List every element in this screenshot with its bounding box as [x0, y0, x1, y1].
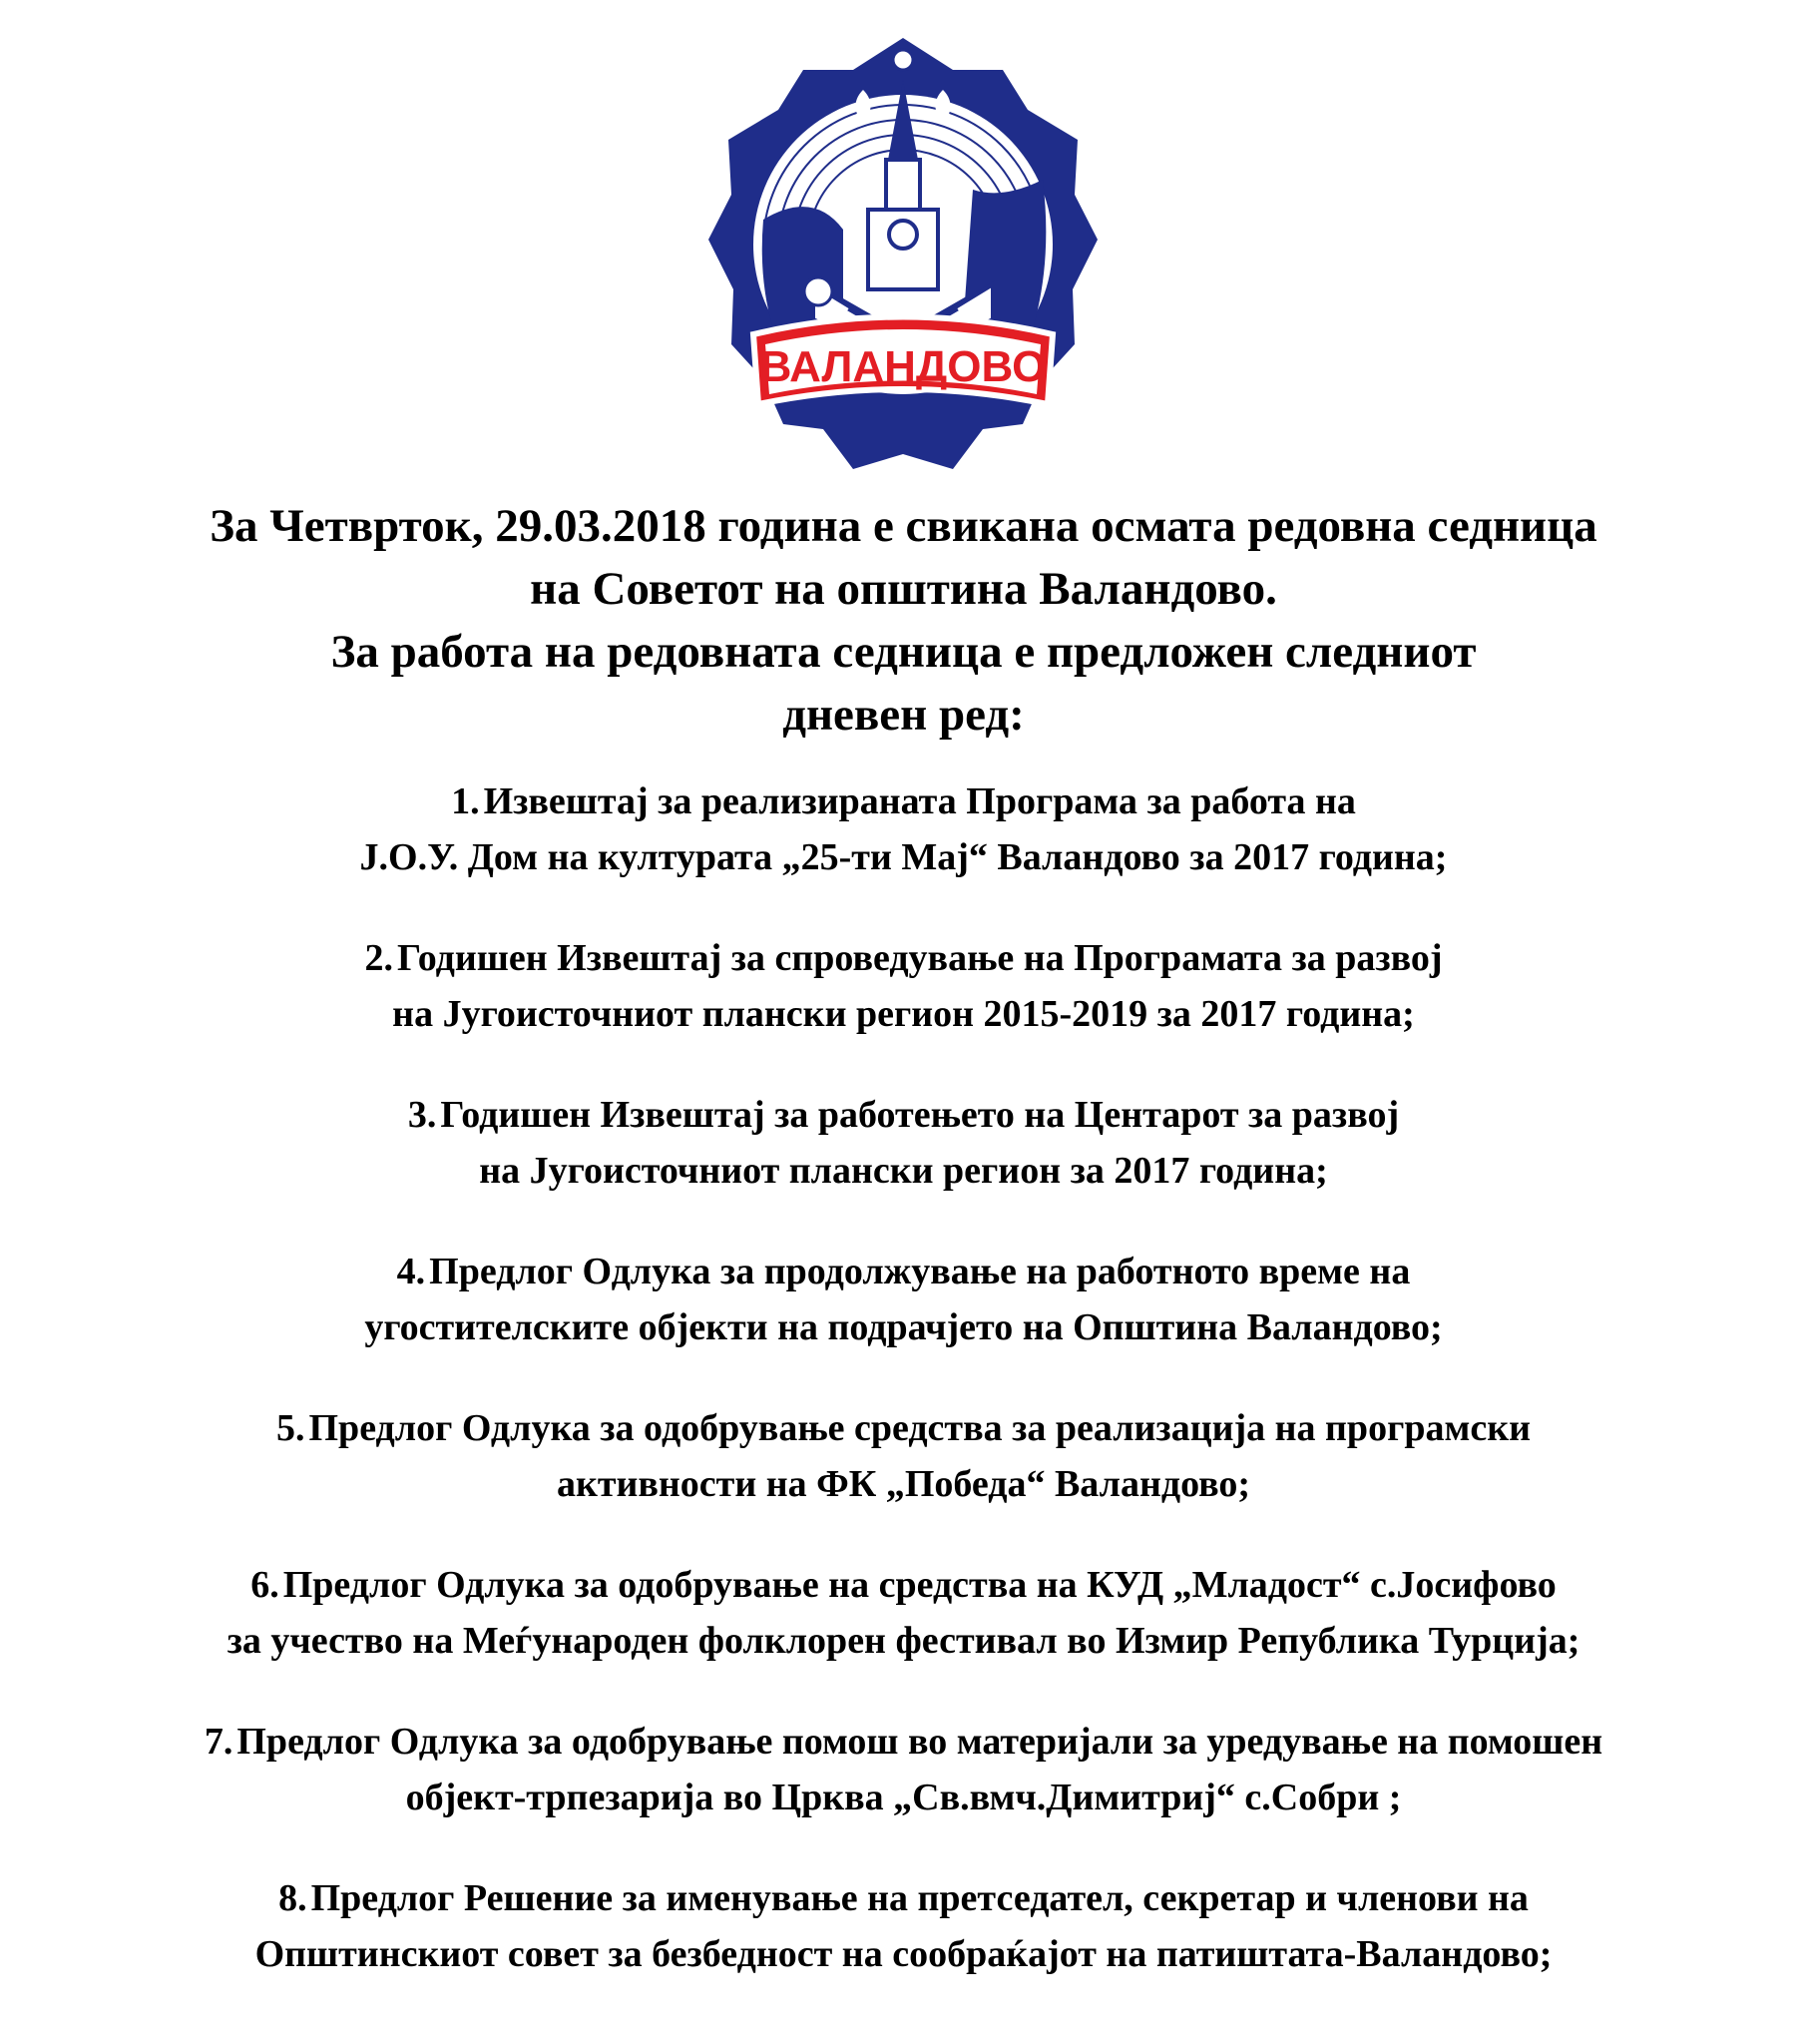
agenda-item-line-1: Предлог Одлука за одобрување средства за реализација на програмски [308, 1407, 1531, 1449]
agenda-item [0, 1087, 1807, 1199]
agenda-item-line-2: угостителските објекти на подрачјето на Општина Валандово; [364, 1306, 1443, 1348]
municipality-coat-of-arms [703, 30, 1103, 479]
agenda-item-line-2: на Југоисточниот плански регион 2015-2019 за 2017 година; [392, 993, 1415, 1035]
agenda-item-line-1: Годишен Извештај за спроведување на Програмата за развој [396, 937, 1443, 979]
heading-line-1: За Четврток, 29.03.2018 година е свикана осмата редовна седница [210, 500, 1597, 552]
agenda-item [0, 1870, 1807, 1982]
agenda-list [0, 773, 1807, 2027]
logo-banner-text: ВАЛАНДОВО [759, 342, 1047, 391]
agenda-item-line-1: Предлог Одлука за продолжување на работното време на [429, 1251, 1411, 1292]
agenda-item-line-2: активности на ФК „Победа“ Валандово; [556, 1463, 1251, 1505]
agenda-item-number: 6. [250, 1564, 279, 1606]
agenda-item-number: 7. [204, 1721, 233, 1763]
agenda-item-number: 8. [278, 1877, 307, 1919]
agenda-item-line-2: Ј.О.У. Дом на културата „25-ти Мај“ Валандово за 2017 година; [359, 836, 1448, 878]
agenda-item-line-2: Општинскиот совет за безбедност на сообраќајот на патиштата-Валандово; [254, 1933, 1553, 1975]
agenda-item-line-2: на Југоисточниот плански регион за 2017 година; [479, 1150, 1328, 1192]
agenda-item-line-1: Предлог Одлука за одобрување помош во материјали за уредување на помошен [236, 1721, 1603, 1763]
agenda-item-number: 3. [407, 1094, 437, 1136]
agenda-item [0, 930, 1807, 1042]
agenda-item-line-2: објект-трпезарија во Црква „Св.вмч.Димитриј“ с.Собри ; [405, 1777, 1402, 1818]
agenda-item-number: 1. [451, 780, 480, 822]
heading-line-3: За работа на редовната седница е предложен следниот [330, 626, 1477, 678]
agenda-item [0, 773, 1807, 885]
agenda-item-line-2: за учество на Меѓународен фолклорен фестивал во Измир Република Турција; [226, 1620, 1581, 1662]
agenda-item [0, 1244, 1807, 1355]
agenda-item-line-1: Годишен Извештај за работењето на Центарот за развој [440, 1094, 1400, 1136]
heading-line-2: на Советот на општина Валандово. [530, 563, 1277, 615]
agenda-item [0, 1714, 1807, 1825]
announcement-heading [0, 495, 1807, 747]
agenda-item-number: 2. [364, 937, 393, 979]
agenda-item-line-1: Извештај за реализираната Програма за работа на [483, 780, 1356, 822]
agenda-item-line-1: Предлог Решение за именување на претседател, секретар и членови на [310, 1877, 1529, 1919]
agenda-item-number: 5. [276, 1407, 305, 1449]
agenda-item-number: 4. [396, 1251, 426, 1292]
agenda-item [0, 1400, 1807, 1512]
agenda-item-line-1: Предлог Одлука за одобрување на средства на КУД „Младост“ с.Јосифово [282, 1564, 1557, 1606]
agenda-item [0, 1557, 1807, 1669]
heading-line-4: дневен ред: [782, 689, 1025, 741]
